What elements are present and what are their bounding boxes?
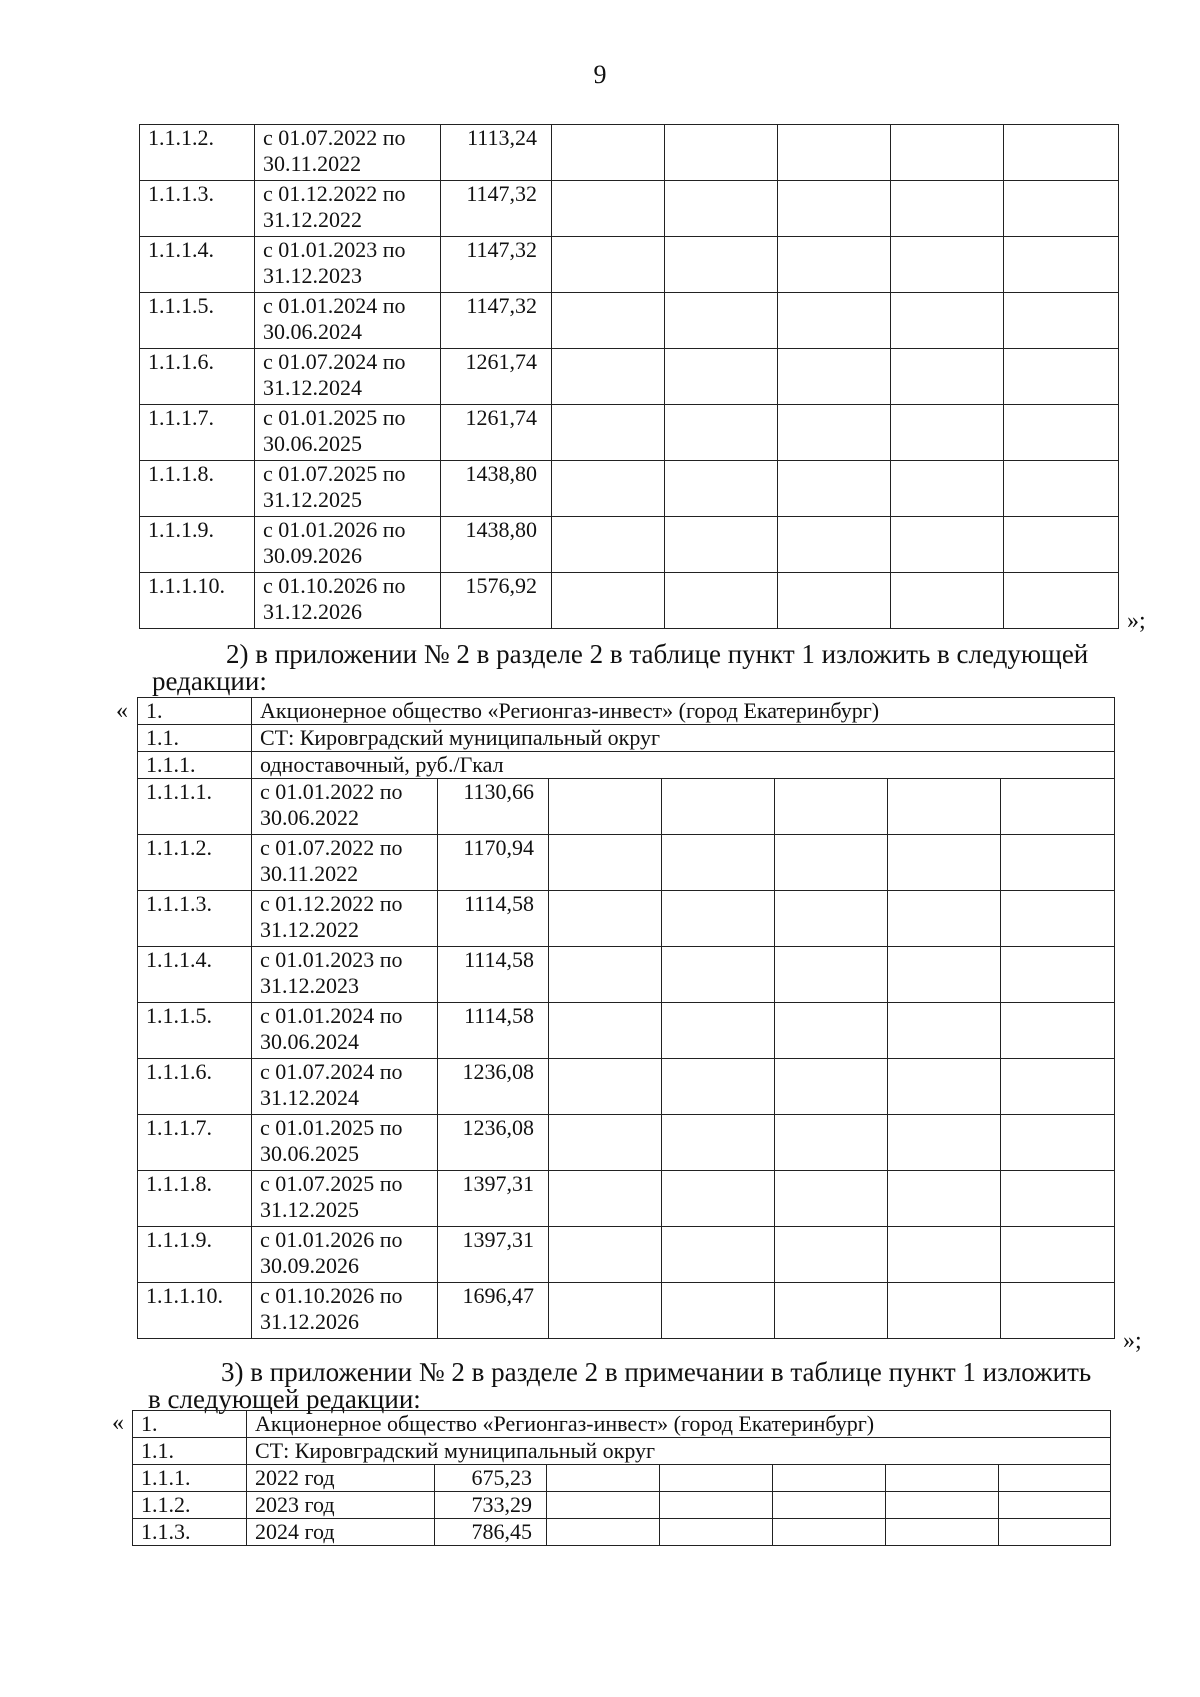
closing-quote: »; xyxy=(1123,1328,1142,1354)
empty-cell xyxy=(1004,125,1119,181)
empty-cell xyxy=(888,891,1001,947)
tariff-value: 1130,66 xyxy=(438,779,549,835)
table-row xyxy=(140,573,1119,629)
empty-cell xyxy=(1004,237,1119,293)
row-number: 1.1.1.1. xyxy=(138,779,252,835)
period-cell xyxy=(255,125,441,181)
paragraph-3-line-1: 3) в приложении № 2 в разделе 2 в примечании в таблице пункт 1 изложить xyxy=(221,1357,1092,1387)
period-cell xyxy=(252,947,438,1003)
empty-cell xyxy=(665,517,778,573)
empty-cell xyxy=(888,835,1001,891)
table-row xyxy=(138,779,1115,835)
row-number: 1.1.1.10. xyxy=(138,1283,252,1339)
empty-cell xyxy=(1004,181,1119,237)
period-start: с 01.10.2026 по xyxy=(263,573,406,598)
table-header-row xyxy=(138,725,1115,752)
empty-cell xyxy=(778,181,891,237)
empty-cell xyxy=(775,1003,888,1059)
empty-cell xyxy=(778,125,891,181)
tariff-value: 1696,47 xyxy=(438,1283,549,1339)
period-start: с 01.01.2026 по xyxy=(260,1227,403,1252)
empty-cell xyxy=(549,1171,662,1227)
empty-cell xyxy=(888,1059,1001,1115)
table-row xyxy=(138,1003,1115,1059)
period-start: с 01.12.2022 по xyxy=(263,181,406,206)
row-number: 1.1.1.3. xyxy=(140,181,255,237)
period-cell xyxy=(252,1059,438,1115)
row-number: 1.1.1.9. xyxy=(140,517,255,573)
note-value: 786,45 xyxy=(435,1519,547,1546)
row-number: 1.1.1.10. xyxy=(140,573,255,629)
row-number: 1.1.1.7. xyxy=(140,405,255,461)
row-number: 1.1.1.9. xyxy=(138,1227,252,1283)
period-start: с 01.01.2022 по xyxy=(260,779,403,804)
empty-cell xyxy=(1001,1283,1115,1339)
period-cell xyxy=(252,1283,438,1339)
empty-cell xyxy=(1001,835,1115,891)
table-row xyxy=(133,1519,1111,1546)
empty-cell xyxy=(891,125,1004,181)
empty-cell xyxy=(547,1492,660,1519)
period-end: 30.11.2022 xyxy=(263,151,362,176)
row-title: одноставочный, руб./Гкал xyxy=(252,752,1115,779)
empty-cell xyxy=(891,517,1004,573)
empty-cell xyxy=(886,1465,999,1492)
empty-cell xyxy=(549,1059,662,1115)
row-number: 1.1.1.8. xyxy=(140,461,255,517)
empty-cell xyxy=(888,1227,1001,1283)
empty-cell xyxy=(891,237,1004,293)
empty-cell xyxy=(549,1003,662,1059)
row-number: 1.1.1.7. xyxy=(138,1115,252,1171)
closing-quote: »; xyxy=(1127,608,1146,634)
empty-cell xyxy=(660,1519,773,1546)
empty-cell xyxy=(778,293,891,349)
tariff-value: 1147,32 xyxy=(441,181,552,237)
tariff-value: 1438,80 xyxy=(441,461,552,517)
empty-cell xyxy=(888,1003,1001,1059)
table-header-row xyxy=(138,698,1115,725)
table-row xyxy=(133,1492,1111,1519)
tariff-value: 1113,24 xyxy=(441,125,552,181)
period-start: с 01.07.2025 по xyxy=(263,461,406,486)
empty-cell xyxy=(888,779,1001,835)
row-number: 1.1.1.3. xyxy=(138,891,252,947)
empty-cell xyxy=(547,1519,660,1546)
tariff-table-new-edition xyxy=(137,697,1115,1339)
empty-cell xyxy=(775,1283,888,1339)
period-end: 31.12.2022 xyxy=(263,207,362,232)
row-title: СТ: Кировградский муниципальный округ xyxy=(247,1438,1111,1465)
empty-cell xyxy=(891,461,1004,517)
table-row xyxy=(138,1115,1115,1171)
period-cell xyxy=(252,835,438,891)
empty-cell xyxy=(1001,1227,1115,1283)
empty-cell xyxy=(775,1227,888,1283)
table-row xyxy=(138,1171,1115,1227)
table-row xyxy=(138,1227,1115,1283)
empty-cell xyxy=(662,1227,775,1283)
empty-cell xyxy=(665,573,778,629)
empty-cell xyxy=(891,293,1004,349)
empty-cell xyxy=(662,947,775,1003)
empty-cell xyxy=(665,125,778,181)
note-value: 675,23 xyxy=(435,1465,547,1492)
period-start: с 01.12.2022 по xyxy=(260,891,403,916)
empty-cell xyxy=(775,1059,888,1115)
period-end: 31.12.2023 xyxy=(260,973,359,998)
empty-cell xyxy=(775,1115,888,1171)
row-title: СТ: Кировградский муниципальный округ xyxy=(252,725,1115,752)
empty-cell xyxy=(662,891,775,947)
empty-cell xyxy=(549,779,662,835)
empty-cell xyxy=(662,835,775,891)
period-end: 31.12.2023 xyxy=(263,263,362,288)
row-number: 1.1. xyxy=(133,1438,247,1465)
empty-cell xyxy=(888,1115,1001,1171)
empty-cell xyxy=(549,1115,662,1171)
tariff-value: 1147,32 xyxy=(441,293,552,349)
row-title: Акционерное общество «Регионгаз-инвест» (город Екатеринбург) xyxy=(247,1411,1111,1438)
table-header-row xyxy=(133,1438,1111,1465)
empty-cell xyxy=(662,1171,775,1227)
empty-cell xyxy=(773,1465,886,1492)
tariff-value: 1114,58 xyxy=(438,1003,549,1059)
period-start: с 01.07.2025 по xyxy=(260,1171,403,1196)
empty-cell xyxy=(778,517,891,573)
empty-cell xyxy=(665,181,778,237)
empty-cell xyxy=(1004,405,1119,461)
empty-cell xyxy=(665,237,778,293)
period-start: с 01.01.2023 по xyxy=(263,237,406,262)
empty-cell xyxy=(549,835,662,891)
empty-cell xyxy=(775,947,888,1003)
period-cell xyxy=(252,1115,438,1171)
period-end: 30.09.2026 xyxy=(263,543,362,568)
table-row xyxy=(138,1059,1115,1115)
period-cell xyxy=(255,461,441,517)
row-number: 1.1.1.5. xyxy=(140,293,255,349)
table-row xyxy=(138,947,1115,1003)
empty-cell xyxy=(552,405,665,461)
row-number: 1. xyxy=(138,698,252,725)
empty-cell xyxy=(778,349,891,405)
table-row xyxy=(138,891,1115,947)
row-number: 1.1.1.4. xyxy=(138,947,252,1003)
empty-cell xyxy=(549,947,662,1003)
period-cell xyxy=(255,573,441,629)
period-cell xyxy=(255,237,441,293)
period-end: 30.06.2025 xyxy=(263,431,362,456)
empty-cell xyxy=(660,1465,773,1492)
row-number: 1.1.1.6. xyxy=(138,1059,252,1115)
empty-cell xyxy=(891,573,1004,629)
empty-cell xyxy=(552,349,665,405)
table-row xyxy=(140,517,1119,573)
row-number: 1.1.2. xyxy=(133,1492,247,1519)
paragraph-2-line-2: редакции: xyxy=(152,666,267,696)
page-number: 9 xyxy=(593,60,607,89)
tariff-value: 1438,80 xyxy=(441,517,552,573)
tariff-value: 1261,74 xyxy=(441,405,552,461)
empty-cell xyxy=(888,947,1001,1003)
empty-cell xyxy=(886,1519,999,1546)
period-cell xyxy=(252,891,438,947)
empty-cell xyxy=(660,1492,773,1519)
empty-cell xyxy=(1001,779,1115,835)
tariff-value: 1261,74 xyxy=(441,349,552,405)
empty-cell xyxy=(999,1492,1111,1519)
empty-cell xyxy=(778,405,891,461)
row-number: 1. xyxy=(133,1411,247,1438)
table-row xyxy=(140,125,1119,181)
empty-cell xyxy=(549,891,662,947)
row-number: 1.1.1.2. xyxy=(140,125,255,181)
empty-cell xyxy=(1001,947,1115,1003)
period-cell xyxy=(255,349,441,405)
empty-cell xyxy=(1001,1003,1115,1059)
table-header-row xyxy=(138,752,1115,779)
empty-cell xyxy=(1001,1171,1115,1227)
tariff-value: 1114,58 xyxy=(438,947,549,1003)
row-number: 1.1.1.2. xyxy=(138,835,252,891)
row-number: 1.1. xyxy=(138,725,252,752)
empty-cell xyxy=(999,1465,1111,1492)
opening-quote: « xyxy=(112,1410,124,1436)
empty-cell xyxy=(662,1115,775,1171)
note-table-new-edition xyxy=(132,1410,1111,1546)
empty-cell xyxy=(665,293,778,349)
table-row xyxy=(138,1283,1115,1339)
period-end: 30.06.2022 xyxy=(260,805,359,830)
empty-cell xyxy=(778,573,891,629)
row-number: 1.1.1.4. xyxy=(140,237,255,293)
period-cell xyxy=(255,517,441,573)
empty-cell xyxy=(665,461,778,517)
empty-cell xyxy=(773,1519,886,1546)
empty-cell xyxy=(549,1283,662,1339)
table-row xyxy=(140,293,1119,349)
empty-cell xyxy=(665,349,778,405)
empty-cell xyxy=(775,891,888,947)
opening-quote: « xyxy=(116,698,128,724)
period-cell xyxy=(252,1003,438,1059)
period-end: 31.12.2025 xyxy=(263,487,362,512)
period-end: 30.06.2024 xyxy=(263,319,362,344)
period-end: 31.12.2025 xyxy=(260,1197,359,1222)
empty-cell xyxy=(1004,573,1119,629)
period-start: с 01.01.2025 по xyxy=(260,1115,403,1140)
empty-cell xyxy=(891,349,1004,405)
period-start: с 01.07.2022 по xyxy=(260,835,403,860)
period-end: 30.06.2025 xyxy=(260,1141,359,1166)
table-row xyxy=(140,405,1119,461)
tariff-value: 1397,31 xyxy=(438,1171,549,1227)
tariff-value: 1397,31 xyxy=(438,1227,549,1283)
row-number: 1.1.1.5. xyxy=(138,1003,252,1059)
empty-cell xyxy=(552,573,665,629)
empty-cell xyxy=(547,1465,660,1492)
empty-cell xyxy=(891,405,1004,461)
empty-cell xyxy=(552,125,665,181)
tariff-value: 1236,08 xyxy=(438,1115,549,1171)
row-title: Акционерное общество «Регионгаз-инвест» (город Екатеринбург) xyxy=(252,698,1115,725)
paragraph-3-line-2: в следующей редакции: xyxy=(148,1384,421,1414)
empty-cell xyxy=(665,405,778,461)
empty-cell xyxy=(552,517,665,573)
period-end: 30.11.2022 xyxy=(260,861,359,886)
period-cell xyxy=(255,405,441,461)
tariff-value: 1236,08 xyxy=(438,1059,549,1115)
row-number: 1.1.1.8. xyxy=(138,1171,252,1227)
empty-cell xyxy=(1004,517,1119,573)
empty-cell xyxy=(775,835,888,891)
empty-cell xyxy=(1004,293,1119,349)
table-row xyxy=(140,461,1119,517)
period-start: с 01.10.2026 по xyxy=(260,1283,403,1308)
tariff-value: 1147,32 xyxy=(441,237,552,293)
empty-cell xyxy=(1004,349,1119,405)
empty-cell xyxy=(1001,891,1115,947)
empty-cell xyxy=(662,1003,775,1059)
tariff-value: 1114,58 xyxy=(438,891,549,947)
empty-cell xyxy=(888,1283,1001,1339)
period-start: с 01.01.2024 по xyxy=(263,293,406,318)
empty-cell xyxy=(778,237,891,293)
empty-cell xyxy=(773,1492,886,1519)
period-cell xyxy=(252,779,438,835)
empty-cell xyxy=(662,1283,775,1339)
empty-cell xyxy=(1001,1059,1115,1115)
tariff-table-continuation xyxy=(139,124,1119,629)
period-start: с 01.01.2024 по xyxy=(260,1003,403,1028)
empty-cell xyxy=(891,181,1004,237)
table-header-row xyxy=(133,1411,1111,1438)
year-cell: 2024 год xyxy=(247,1519,435,1546)
period-cell xyxy=(252,1227,438,1283)
row-number: 1.1.3. xyxy=(133,1519,247,1546)
row-number: 1.1.1. xyxy=(138,752,252,779)
period-start: с 01.01.2025 по xyxy=(263,405,406,430)
period-start: с 01.01.2026 по xyxy=(263,517,406,542)
period-end: 30.09.2026 xyxy=(260,1253,359,1278)
empty-cell xyxy=(886,1492,999,1519)
row-number: 1.1.1. xyxy=(133,1465,247,1492)
year-cell: 2022 год xyxy=(247,1465,435,1492)
paragraph-2-line-1: 2) в приложении № 2 в разделе 2 в таблице пункт 1 изложить в следующей xyxy=(226,639,1089,669)
empty-cell xyxy=(662,1059,775,1115)
empty-cell xyxy=(552,293,665,349)
empty-cell xyxy=(775,779,888,835)
empty-cell xyxy=(552,181,665,237)
tariff-value: 1576,92 xyxy=(441,573,552,629)
period-end: 30.06.2024 xyxy=(260,1029,359,1054)
table-row xyxy=(140,349,1119,405)
empty-cell xyxy=(775,1171,888,1227)
period-start: с 01.01.2023 по xyxy=(260,947,403,972)
period-end: 31.12.2026 xyxy=(260,1309,359,1334)
tariff-value: 1170,94 xyxy=(438,835,549,891)
period-end: 31.12.2024 xyxy=(260,1085,359,1110)
empty-cell xyxy=(888,1171,1001,1227)
note-value: 733,29 xyxy=(435,1492,547,1519)
empty-cell xyxy=(778,461,891,517)
period-cell xyxy=(255,293,441,349)
row-number: 1.1.1.6. xyxy=(140,349,255,405)
period-start: с 01.07.2024 по xyxy=(260,1059,403,1084)
empty-cell xyxy=(662,779,775,835)
table-row xyxy=(140,181,1119,237)
period-start: с 01.07.2024 по xyxy=(263,349,406,374)
table-row xyxy=(133,1465,1111,1492)
year-cell: 2023 год xyxy=(247,1492,435,1519)
empty-cell xyxy=(552,461,665,517)
empty-cell xyxy=(552,237,665,293)
table-row xyxy=(140,237,1119,293)
period-start: с 01.07.2022 по xyxy=(263,125,406,150)
period-cell xyxy=(252,1171,438,1227)
empty-cell xyxy=(1001,1115,1115,1171)
period-end: 31.12.2026 xyxy=(263,599,362,624)
period-cell xyxy=(255,181,441,237)
empty-cell xyxy=(1004,461,1119,517)
empty-cell xyxy=(549,1227,662,1283)
empty-cell xyxy=(999,1519,1111,1546)
table-row xyxy=(138,835,1115,891)
period-end: 31.12.2022 xyxy=(260,917,359,942)
period-end: 31.12.2024 xyxy=(263,375,362,400)
